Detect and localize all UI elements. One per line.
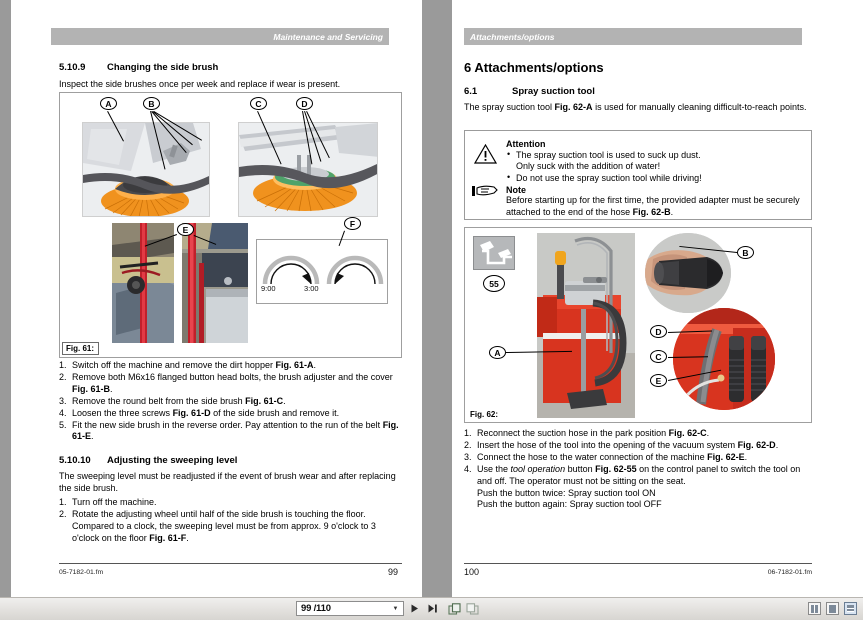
document-page-left[interactable] [11,0,422,597]
step-marker: 2. [59,371,67,382]
figure-62-callout-b: B [737,246,754,259]
step-text: Connect the hose to the water connection of the machine Fig. 62-E. [477,451,748,462]
section-intro-text: Inspect the side brushes once per week and replace if wear is present. [59,79,341,89]
pointing-hand-icon [472,184,498,198]
steps-list-5-10-9 [59,360,404,443]
figure-62-callout-c: C [650,350,667,363]
step-item [59,420,404,444]
clock-label-3: 3:00 [304,284,319,293]
section-number-2: 5.10.10 [59,455,91,466]
step-text: Switch off the machine and remove the dirt hopper Fig. 61-A. [72,360,316,370]
chevron-down-icon[interactable]: ▼ [392,605,399,612]
side-brush-render-2 [239,123,378,217]
sweeping-level-diagram [257,240,389,305]
step-item [59,372,404,396]
step-marker: 2. [59,508,67,519]
attention-bullet: • The spray suction tool is used to suck up dust. Only suck with the addition of water! [506,150,801,173]
figure-62-caption: Fig. 62: [467,409,501,420]
page-number-value: 99 /110 [301,603,331,614]
step-item [464,440,814,452]
belt-photo-1 [112,223,174,343]
running-header-right: Attachments/options [464,28,802,45]
figure-62-callout-d: D [650,325,667,338]
bottom-toolbar[interactable] [0,597,863,620]
figure-62-panel-number: 55 [489,278,499,289]
figure-62-symbol-panel [473,236,515,270]
figure-62-machine-photo [537,233,635,418]
next-page-icon [409,603,420,614]
step-marker: 3. [59,395,67,406]
last-page-icon [427,603,439,614]
step-item [59,408,404,420]
next-view-button[interactable] [465,601,480,616]
footer-rule-left [59,563,402,564]
step-item [59,509,404,545]
single-page-view-button[interactable] [808,602,821,615]
footer-rule-right [464,563,812,564]
section-heading-5-10-10 [59,455,404,466]
figure-62-callout-a: A [489,346,506,359]
section-title-6-1: Spray suction tool [512,86,595,97]
step-marker: 4. [464,463,472,474]
step-text: Loosen the three screws Fig. 61-D of the side brush and remove it. [72,407,340,418]
continuous-view-button[interactable] [844,602,857,615]
step-subline: Push the button again: Spray suction tool OFF [477,499,662,510]
step-text: Insert the hose of the tool into the opening of the vacuum system Fig. 62-D. [477,439,779,450]
step-item [464,428,814,440]
next-page-button[interactable] [407,601,422,616]
step-marker: 4. [59,407,67,418]
footer-page-left: 99 [388,567,399,577]
figure-61-callout-a: A [100,97,117,110]
step-item [464,452,814,464]
step-text: Use the tool operation button Fig. 62-55 on the control panel to switch the tool on and off. The operator must not be sitting on the seat. [477,463,801,486]
figure-61-caption: Fig. 61: [62,342,99,355]
step-text: Rotate the adjusting wheel until half of the side brush is touching the floor. Compared to a clock, the sweeping level must be from approx. 9 o'clock to 3 o'clock on the floor Fig. 61-F. [72,508,376,543]
figure-61-callout-f: F [344,217,361,230]
step-item [59,396,404,408]
figure-61 [59,92,402,358]
side-brush-render-1 [83,123,210,217]
figure-62 [464,227,812,423]
step-marker: 1. [59,497,67,507]
step-text: Remove both M6x16 flanged button head bolts, the brush adjuster and the cover Fig. 61-B. [72,371,393,394]
step-marker: 3. [464,451,472,462]
running-header-left: Maintenance and Servicing [51,28,389,45]
attention-bullet: • Do not use the spray suction tool while driving! [506,173,801,184]
section-title: Changing the side brush [107,62,219,73]
steps-list-5-10-10 [59,497,404,545]
warning-triangle-icon [474,144,497,164]
figure-61-callout-d: D [296,97,313,110]
footer-file-right: 06-7182-01.fm [767,569,812,576]
figure-61-callout-e: E [177,223,194,236]
figure-61-photo-1 [112,223,174,343]
figure-62-callout-e: E [650,374,667,387]
section-title-2: Adjusting the sweeping level [107,455,238,466]
figure-61-photo-2 [182,223,248,343]
section-number: 5.10.9 [59,62,86,73]
clock-label-9: 9:00 [261,284,276,293]
figure-62-adapter-photo [645,233,731,313]
footer-file-left: 05-7182-01.fm [59,569,104,576]
next-view-icon [466,603,479,615]
step-text: Reconnect the suction hose in the park position Fig. 62-C. [477,428,710,438]
figure-61-clock-box [256,239,388,304]
figure-62-hoses-photo [673,308,775,410]
attention-title: Attention [506,139,546,149]
tool-operation-symbol-icon [474,237,516,271]
figure-61-panel-a-b [82,122,210,217]
figure-62-callout-55 [483,275,505,292]
figure-61-panel-c-d [238,122,378,217]
step-subline: Push the button twice: Spray suction tool ON [477,487,656,498]
hose-connections-photo [673,308,775,410]
page-number-input[interactable] [296,601,404,616]
step-item [59,497,404,509]
note-text: Before starting up for the first time, the provided adapter must be securely attached to the end of the hose Fig. 62-B. [506,195,800,217]
note-title: Note [506,185,526,196]
step-marker: 1. [59,360,67,370]
step-marker: 2. [464,439,472,450]
chapter-title: 6 Attachments/options [464,60,604,75]
step-text: Remove the round belt from the side brush Fig. 61-C. [72,395,286,406]
section-number-6-1: 6.1 [464,86,478,97]
document-page-right[interactable] [452,0,863,597]
belt-photo-2 [182,223,248,343]
hand-holding-adapter-photo [645,233,731,313]
page-navigation-group[interactable] [296,601,480,616]
figure-61-callout-c: C [250,97,267,110]
section-body-6-1: The spray suction tool Fig. 62-A is used for manually cleaning difficult-to-reach points. [464,102,807,112]
previous-view-icon [448,603,461,615]
section-body-5-10-10: The sweeping level must be readjusted if the event of brush wear and after replacing the side brush. [59,471,396,493]
step-item [59,360,404,372]
steps-list-6-1 [464,428,814,511]
section-heading-6-1 [464,86,804,97]
figure-61-callout-b: B [143,97,160,110]
footer-page-right: 100 [464,567,480,577]
step-text: Turn off the machine. [72,497,157,507]
sweeper-machine-photo [537,233,635,418]
section-heading-5-10-9 [59,62,399,73]
step-item [464,464,814,488]
attention-note-box [464,130,812,220]
view-mode-group[interactable] [808,602,857,615]
facing-page-view-button[interactable] [826,602,839,615]
step-marker: 5. [59,419,67,430]
step-text: Fit the new side brush in the reverse order. Pay attention to the run of the belt Fig. 61-E. [72,419,399,442]
last-page-button[interactable] [425,601,440,616]
step-marker: 1. [464,428,472,438]
previous-view-button[interactable] [447,601,462,616]
